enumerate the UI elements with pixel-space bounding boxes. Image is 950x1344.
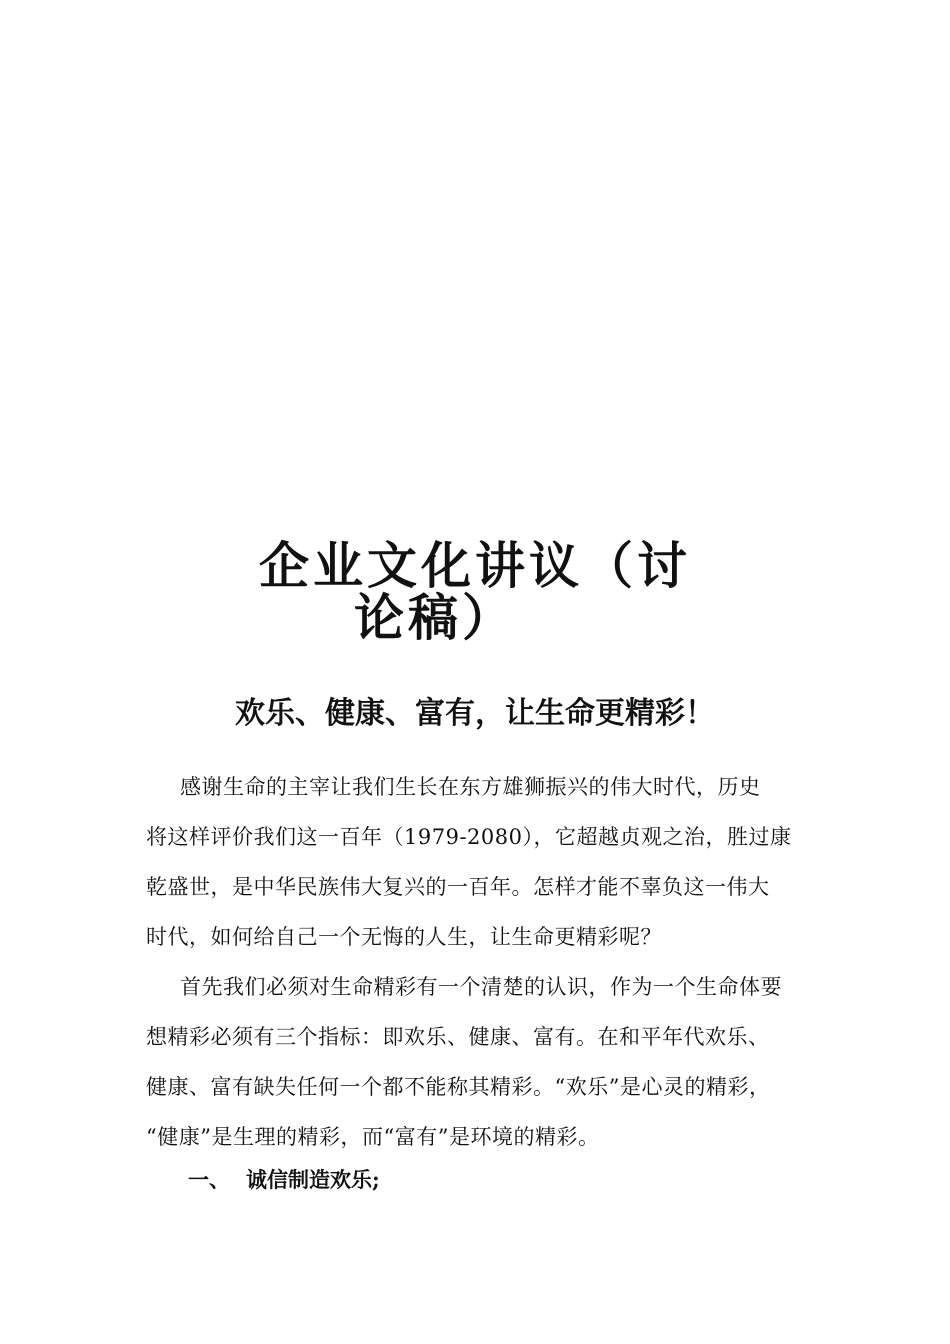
paragraph-line: 乾盛世，是中华民族伟大复兴的一百年。怎样才能不辜负这一伟大 xyxy=(146,875,770,899)
section-heading-1 xyxy=(188,1160,380,1200)
paragraph-line: 健康、富有缺失任何一个都不能称其精彩。“欢乐”是心灵的精彩， xyxy=(146,1075,771,1099)
document-subtitle: 欢乐、健康、富有，让生命更精彩！ xyxy=(235,696,715,731)
paragraph-line: 首先我们必须对生命精彩有一个清楚的认识，作为一个生命体要 xyxy=(180,975,782,999)
paragraph-line: “健康”是生理的精彩，而“富有”是环境的精彩。 xyxy=(146,1125,600,1149)
paragraph-line: 想精彩必须有三个指标：即欢乐、健康、富有。在和平年代欢乐、 xyxy=(146,1025,770,1049)
paragraph-line: 将这样评价我们这一百年（1979-2080），它超越贞观之治，胜过康 xyxy=(146,825,792,849)
paragraph-line: 感谢生命的主宰让我们生长在东方雄狮振兴的伟大时代，历史 xyxy=(180,775,761,799)
document-title-line-1: 企业文化讲议（讨 xyxy=(259,537,691,595)
section-number: 一、 xyxy=(188,1167,230,1192)
document-title-line-2: 论稿） xyxy=(354,589,516,647)
paragraph-line: 时代，如何给自己一个无悔的人生，让生命更精彩呢？ xyxy=(146,925,662,949)
paragraph-definition xyxy=(146,962,826,1162)
paragraph-intro xyxy=(146,762,826,962)
section-title: 诚信制造欢乐; xyxy=(246,1167,380,1192)
